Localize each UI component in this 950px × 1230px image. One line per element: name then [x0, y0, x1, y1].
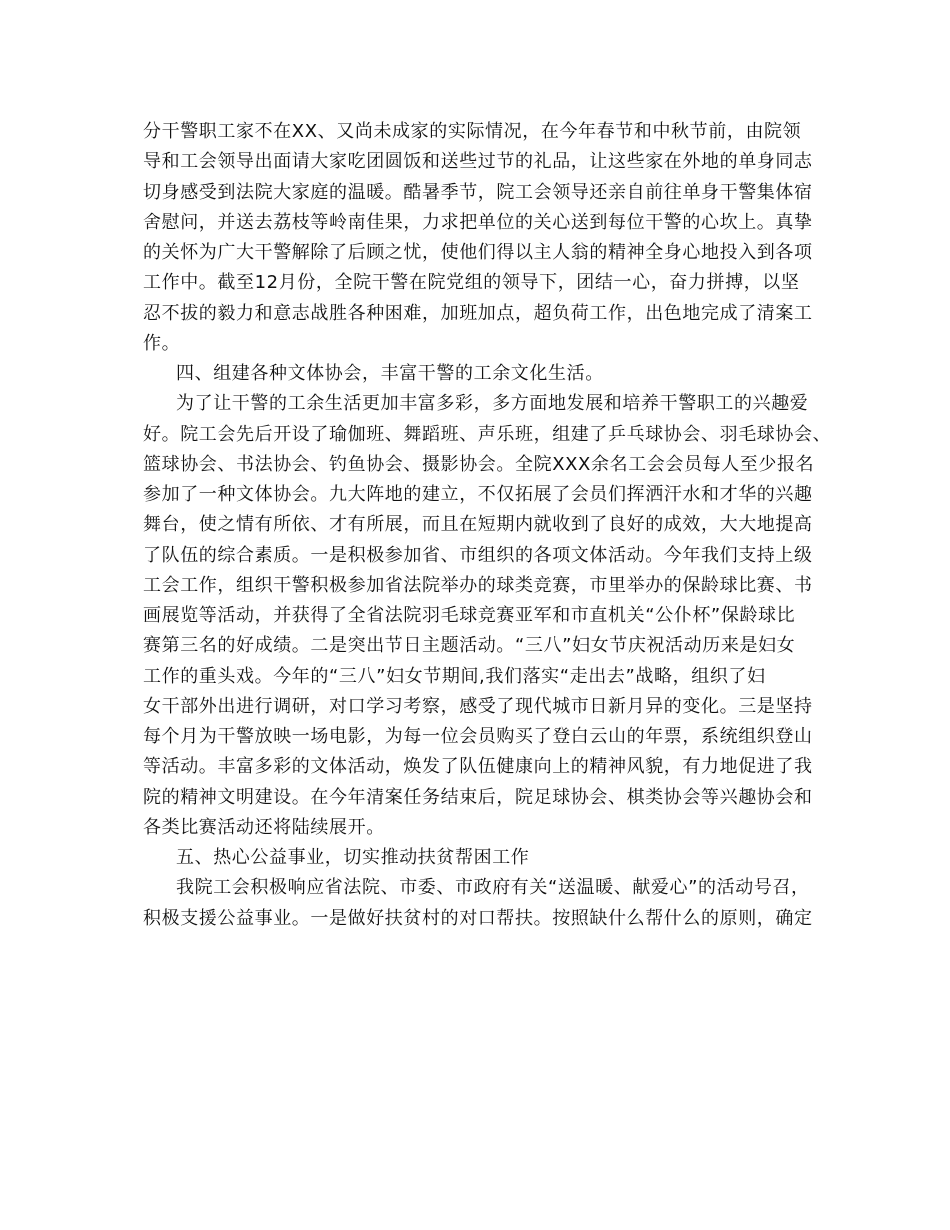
section-heading: 四、组建各种文体协会，丰富干警的工余文化生活。: [176, 363, 604, 384]
document-body: [143, 117, 832, 934]
text-line: 赛第三名的好成绩。二是突出节日主题活动。“三八”妇女节庆祝活动历来是妇女: [143, 635, 796, 657]
text-line: 院的精神文明建设。在今年清案任务结束后，院足球协会、棋类协会等兴趣协会和: [143, 786, 813, 808]
text-line: 工会工作，组织干警积极参加省法院举办的球类竞赛，市里举办的保龄球比赛、书: [143, 574, 813, 596]
text-line: 作。: [143, 332, 181, 354]
text-line: 画展览等活动，并获得了全省法院羽毛球竞赛亚军和市直机关“公仆杯”保龄球比: [143, 605, 796, 626]
text-line: 好。院工会先后开设了瑜伽班、舞蹈班、声乐班，组建了乒乓球协会、羽毛球协会、: [143, 423, 832, 445]
paragraph-first-line: 为了让干警的工余生活更加丰富多彩，多方面地发展和培养干警职工的兴趣爱: [176, 393, 809, 415]
paragraph-first-line: 我院工会积极响应省法院、市委、市政府有关“送温暖、献爱心”的活动号召，: [176, 877, 810, 899]
text-line: 积极支援公益事业。一是做好扶贫村的对口帮扶。按照缺什么帮什么的原则，确定: [143, 907, 813, 929]
text-line: 的关怀为广大干警解除了后顾之忧，使他们得以主人翁的精神全身心地投入到各项: [143, 242, 813, 263]
text-line: 参加了一种文体协会。九大阵地的建立，不仅拓展了会员们挥洒汗水和才华的兴趣: [143, 484, 813, 505]
text-line: 等活动。丰富多彩的文体活动，焕发了队伍健康向上的精神风貌，有力地促进了我: [143, 756, 813, 778]
text-line: 切身感受到法院大家庭的温暖。酷暑季节，院工会领导还亲自前往单身干警集体宿: [143, 181, 813, 203]
text-line: 舞台，使之情有所依、才有所展，而且在短期内就收到了良好的成效，大大地提高: [143, 514, 813, 536]
text-line: 女干部外出进行调研，对口学习考察，感受了现代城市日新月异的变化。三是坚持: [143, 695, 813, 717]
text-line: 忍不拔的毅力和意志战胜各种困难，加班加点，超负荷工作，出色地完成了清案工: [143, 302, 813, 324]
section-heading: 五、热心公益事业，切实推动扶贫帮困工作: [176, 847, 530, 868]
text-line: 导和工会领导出面请大家吃团圆饭和送些过节的礼品，让这些家在外地的单身同志: [143, 151, 813, 173]
text-line: 舍慰问，并送去荔枝等岭南佳果，力求把单位的关心送到每位干警的心坎上。真挚: [143, 211, 813, 233]
text-line: 工作中。截至12月份，全院干警在院党组的领导下，团结一心，奋力拼搏，以坚: [143, 272, 800, 294]
text-line: 各类比赛活动还将陆续展开。: [143, 816, 385, 838]
text-line: 分干警职工家不在XX、又尚未成家的实际情况，在今年春节和中秋节前，由院领: [143, 121, 802, 142]
text-line: 工作的重头戏。今年的“三八”妇女节期间,我们落实“走出去”战略，组织了妇: [143, 665, 766, 687]
text-line: 篮球协会、书法协会、钓鱼协会、摄影协会。全院XXX余名工会会员每人至少报名: [143, 453, 815, 475]
text-line: 了队伍的综合素质。一是积极参加省、市组织的各项文体活动。今年我们支持上级: [143, 544, 813, 566]
text-line: 每个月为干警放映一场电影，为每一位会员购买了登白云山的年票，系统组织登山: [143, 726, 813, 747]
